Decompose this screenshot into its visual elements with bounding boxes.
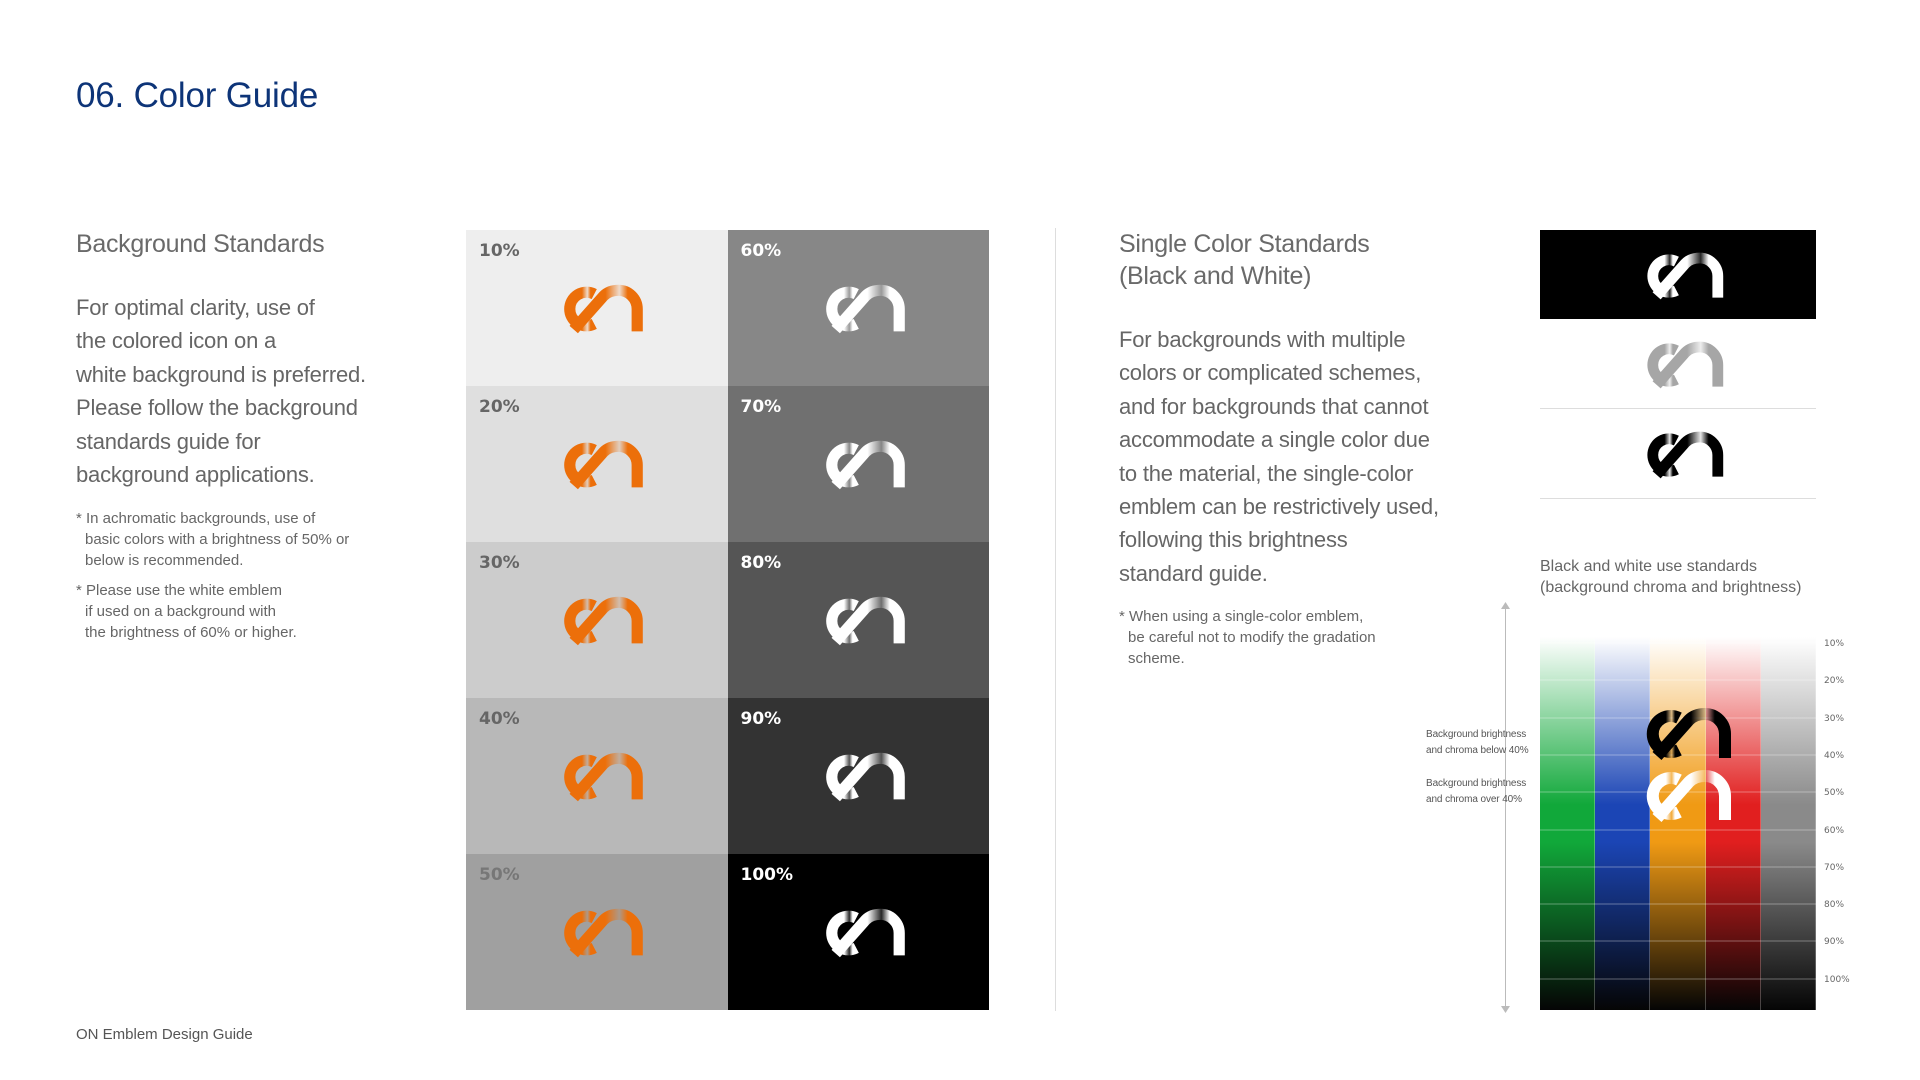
brightness-cell <box>728 542 990 698</box>
single-color-heading <box>1119 228 1370 292</box>
body-line: For optimal clarity, use of <box>76 295 315 320</box>
scale-label: 100% <box>1824 975 1850 985</box>
single-color-note <box>1119 606 1376 669</box>
heading-line: Black and white use standards <box>1540 558 1758 575</box>
brightness-grid <box>466 230 989 1010</box>
footer-text: ON Emblem Design Guide <box>76 1026 253 1043</box>
on-emblem-black-icon <box>1626 704 1740 764</box>
brightness-label: 80% <box>740 553 782 573</box>
label-line: and chroma over 40% <box>1426 794 1522 805</box>
body-line: following this brightness <box>1119 527 1348 553</box>
brightness-cell <box>466 230 728 386</box>
on-emblem-icon <box>542 593 654 649</box>
brightness-label: 100% <box>740 865 794 885</box>
on-emblem-icon <box>542 749 654 805</box>
on-emblem-icon <box>542 437 654 493</box>
on-emblem-icon <box>804 593 916 649</box>
on-emblem-icon <box>542 281 654 337</box>
brightness-cell <box>466 854 728 1010</box>
bw-use-heading <box>1540 556 1801 598</box>
column-divider <box>1055 228 1056 1011</box>
on-emblem-white-icon <box>1626 766 1740 826</box>
brightness-label: 60% <box>740 241 782 261</box>
scale-label: 90% <box>1824 937 1845 947</box>
brightness-label: 70% <box>740 397 782 417</box>
arrow-up-icon <box>1500 602 1511 610</box>
brightness-label: 40% <box>479 709 520 729</box>
background-note-2 <box>76 580 297 643</box>
brightness-scale <box>1820 637 1860 1010</box>
body-line: white background is preferred. <box>76 361 366 387</box>
on-emblem-icon <box>1626 249 1734 303</box>
background-note-1 <box>76 508 349 571</box>
scale-label: 10% <box>1824 639 1845 649</box>
label-line: and chroma below 40% <box>1426 745 1529 756</box>
note-line: * Please use the white emblem <box>76 582 282 599</box>
note-line: * In achromatic backgrounds, use of <box>76 510 316 527</box>
body-line: to the material, the single-color <box>1119 460 1414 486</box>
brightness-cell <box>728 230 990 386</box>
heading-line: Single Color Standards <box>1119 230 1370 258</box>
background-standards-heading: Background Standards <box>76 230 325 258</box>
arrow-down-icon <box>1500 1006 1511 1014</box>
brightness-cell <box>466 542 728 698</box>
on-emblem-icon <box>804 905 916 961</box>
heading-line: (Black and White) <box>1119 262 1312 290</box>
body-line: background applications. <box>76 462 315 488</box>
scale-label: 20% <box>1824 676 1845 686</box>
range-arrow-line <box>1505 606 1506 1010</box>
brightness-label: 20% <box>479 397 520 417</box>
note-line: below is recommended. <box>85 552 244 569</box>
note-line: the brightness of 60% or higher. <box>85 624 297 641</box>
body-line: the colored icon on a <box>76 328 277 354</box>
scale-label: 40% <box>1824 751 1845 761</box>
body-line: Please follow the background <box>76 395 358 421</box>
heading-line: (background chroma and brightness) <box>1540 579 1802 596</box>
brightness-label: 90% <box>740 709 782 729</box>
on-emblem-icon <box>1626 428 1734 482</box>
body-line: colors or complicated schemes, <box>1119 360 1422 386</box>
body-line: and for backgrounds that cannot <box>1119 393 1429 419</box>
on-emblem-icon <box>542 905 654 961</box>
body-line: standard guide. <box>1119 560 1268 586</box>
label-below-40 <box>1426 727 1529 759</box>
label-line: Background brightness <box>1426 778 1527 789</box>
on-emblem-icon <box>804 437 916 493</box>
note-line: basic colors with a brightness of 50% or <box>85 531 350 548</box>
brightness-cell <box>728 386 990 542</box>
scale-label: 70% <box>1824 863 1845 873</box>
brightness-cell <box>466 386 728 542</box>
scale-label: 60% <box>1824 826 1845 836</box>
sample-black-on-white <box>1540 409 1816 499</box>
scale-label: 30% <box>1824 714 1845 724</box>
brightness-cell <box>466 698 728 854</box>
scale-label: 50% <box>1824 788 1845 798</box>
note-line: be careful not to modify the gradation <box>1128 629 1376 646</box>
sample-white-on-black <box>1540 230 1816 319</box>
note-line: * When using a single-color emblem, <box>1119 608 1364 625</box>
brightness-cell <box>728 854 990 1010</box>
sample-gray-on-white <box>1540 319 1816 409</box>
on-emblem-icon <box>804 281 916 337</box>
brightness-cell <box>728 698 990 854</box>
label-line: Background brightness <box>1426 729 1527 740</box>
brightness-label: 10% <box>479 241 520 261</box>
on-emblem-icon <box>1626 338 1734 392</box>
single-color-body <box>1119 323 1439 590</box>
label-over-40 <box>1426 776 1526 808</box>
body-line: emblem can be restrictively used, <box>1119 494 1439 520</box>
note-line: scheme. <box>1128 650 1185 667</box>
brightness-label: 30% <box>479 553 520 573</box>
note-line: if used on a background with <box>85 603 276 620</box>
body-line: For backgrounds with multiple <box>1119 327 1406 352</box>
body-line: standards guide for <box>76 428 261 454</box>
page-title: 06. Color Guide <box>76 76 319 115</box>
background-standards-body <box>76 291 366 491</box>
on-emblem-icon <box>804 749 916 805</box>
body-line: accommodate a single color due <box>1119 427 1430 453</box>
brightness-label: 50% <box>479 865 520 885</box>
scale-label: 80% <box>1824 900 1845 910</box>
